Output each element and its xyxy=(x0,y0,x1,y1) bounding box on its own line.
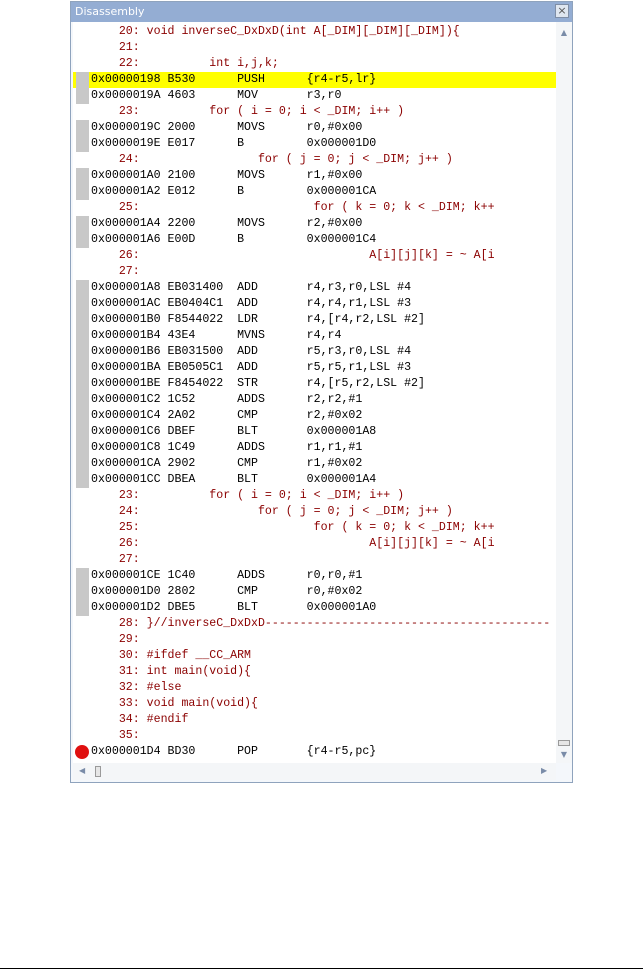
asm-line[interactable] xyxy=(73,184,556,200)
source-line-text: 21: xyxy=(91,41,140,54)
asm-line[interactable] xyxy=(73,584,556,600)
page-divider xyxy=(0,968,643,969)
source-line-text: 25: for ( k = 0; k < _DIM; k++ xyxy=(91,201,495,214)
gutter-marker[interactable] xyxy=(76,328,89,344)
asm-line[interactable] xyxy=(73,168,556,184)
gutter-marker[interactable] xyxy=(76,232,89,248)
source-line-text: 30: #ifdef __CC_ARM xyxy=(91,649,252,662)
source-line[interactable] xyxy=(73,536,556,552)
source-line[interactable] xyxy=(73,248,556,264)
asm-line[interactable] xyxy=(73,408,556,424)
source-line-text: 25: for ( k = 0; k < _DIM; k++ xyxy=(91,521,495,534)
scroll-right-arrow-icon[interactable]: ▶ xyxy=(541,766,548,775)
gutter-marker[interactable] xyxy=(76,168,89,184)
source-line[interactable] xyxy=(73,152,556,168)
asm-line-text: 0x000001D4 BD30 POP {r4-r5,pc} xyxy=(91,745,377,758)
horizontal-scrollbar[interactable] xyxy=(73,763,556,780)
source-line[interactable] xyxy=(73,488,556,504)
source-line[interactable] xyxy=(73,264,556,280)
asm-line[interactable] xyxy=(73,376,556,392)
asm-line-text: 0x000001A4 2200 MOVS r2,#0x00 xyxy=(91,217,363,230)
asm-line-text: 0x000001AC EB0404C1 ADD r4,r4,r1,LSL #3 xyxy=(91,297,412,310)
source-line-text: 23: for ( i = 0; i < _DIM; i++ ) xyxy=(91,105,405,118)
asm-line[interactable] xyxy=(73,232,556,248)
asm-line-text: 0x0000019E E017 B 0x000001D0 xyxy=(91,137,377,150)
gutter-marker[interactable] xyxy=(76,280,89,296)
asm-line[interactable] xyxy=(73,344,556,360)
gutter-marker[interactable] xyxy=(76,472,89,488)
window-title: Disassembly xyxy=(75,5,145,18)
source-line[interactable] xyxy=(73,680,556,696)
source-line-text: 26: A[i][j][k] = ~ A[i xyxy=(91,249,495,262)
asm-line[interactable] xyxy=(73,600,556,616)
source-line-text: 35: xyxy=(91,729,140,742)
asm-line-text: 0x000001A0 2100 MOVS r1,#0x00 xyxy=(91,169,363,182)
asm-line-text: 0x000001C2 1C52 ADDS r2,r2,#1 xyxy=(91,393,363,406)
gutter-marker[interactable] xyxy=(76,184,89,200)
gutter-marker[interactable] xyxy=(76,440,89,456)
source-line[interactable] xyxy=(73,520,556,536)
source-line[interactable] xyxy=(73,104,556,120)
source-line[interactable] xyxy=(73,200,556,216)
asm-line[interactable] xyxy=(73,472,556,488)
asm-line[interactable] xyxy=(73,568,556,584)
asm-line[interactable] xyxy=(73,120,556,136)
vertical-scroll-thumb[interactable] xyxy=(558,740,570,746)
asm-line[interactable] xyxy=(73,744,556,760)
gutter-marker[interactable] xyxy=(76,136,89,152)
asm-line-text: 0x000001BA EB0505C1 ADD r5,r5,r1,LSL #3 xyxy=(91,361,412,374)
asm-line[interactable] xyxy=(73,216,556,232)
asm-line-text: 0x000001D0 2802 CMP r0,#0x02 xyxy=(91,585,363,598)
disassembly-listing[interactable] xyxy=(73,22,556,763)
gutter-marker[interactable] xyxy=(76,88,89,104)
asm-line-text: 0x000001A2 E012 B 0x000001CA xyxy=(91,185,377,198)
gutter-marker[interactable] xyxy=(76,296,89,312)
source-line-text: 31: int main(void){ xyxy=(91,665,252,678)
asm-line-text: 0x000001CA 2902 CMP r1,#0x02 xyxy=(91,457,363,470)
asm-line[interactable] xyxy=(73,296,556,312)
asm-line[interactable] xyxy=(73,424,556,440)
gutter-marker[interactable] xyxy=(76,408,89,424)
disassembly-window xyxy=(70,1,573,783)
gutter-marker[interactable] xyxy=(76,424,89,440)
source-line-text: 34: #endif xyxy=(91,713,189,726)
asm-line[interactable] xyxy=(73,280,556,296)
close-icon[interactable]: × xyxy=(555,4,569,18)
scroll-down-arrow-icon[interactable]: ▼ xyxy=(560,750,568,759)
asm-line[interactable] xyxy=(73,88,556,104)
source-line[interactable] xyxy=(73,504,556,520)
gutter-marker[interactable] xyxy=(76,568,89,584)
asm-line[interactable] xyxy=(73,328,556,344)
source-line[interactable] xyxy=(73,648,556,664)
asm-line-text: 0x000001BE F8454022 STR r4,[r5,r2,LSL #2] xyxy=(91,377,425,390)
source-line-text: 27: xyxy=(91,553,140,566)
asm-line[interactable] xyxy=(73,136,556,152)
source-line-text: 27: xyxy=(91,265,140,278)
gutter-marker[interactable] xyxy=(76,584,89,600)
asm-line[interactable] xyxy=(73,456,556,472)
gutter-marker[interactable] xyxy=(76,456,89,472)
source-line[interactable] xyxy=(73,632,556,648)
gutter-marker[interactable] xyxy=(76,376,89,392)
source-line-text: 28: }//inverseC_DxDxD----------------------------------------- xyxy=(91,617,551,630)
source-line-text: 24: for ( j = 0; j < _DIM; j++ ) xyxy=(91,505,453,518)
asm-line[interactable] xyxy=(73,392,556,408)
asm-line[interactable] xyxy=(73,312,556,328)
scroll-left-arrow-icon[interactable]: ◀ xyxy=(79,766,86,775)
source-line-text: 23: for ( i = 0; i < _DIM; i++ ) xyxy=(91,489,405,502)
asm-line[interactable] xyxy=(73,72,556,88)
asm-line[interactable] xyxy=(73,360,556,376)
source-line-text: 24: for ( j = 0; j < _DIM; j++ ) xyxy=(91,153,453,166)
source-line-text: 20: void inverseC_DxDxD(int A[_DIM][_DIM][_DIM]){ xyxy=(91,25,460,38)
source-line-text: 22: int i,j,k; xyxy=(91,57,279,70)
gutter-marker[interactable] xyxy=(76,344,89,360)
asm-line-text: 0x000001CE 1C40 ADDS r0,r0,#1 xyxy=(91,569,363,582)
horizontal-scroll-thumb[interactable] xyxy=(95,766,101,777)
gutter-marker[interactable] xyxy=(76,392,89,408)
asm-line-text: 0x000001A8 EB031400 ADD r4,r3,r0,LSL #4 xyxy=(91,281,412,294)
asm-line-text: 0x000001D2 DBE5 BLT 0x000001A0 xyxy=(91,601,377,614)
source-line[interactable] xyxy=(73,24,556,40)
asm-line-text: 0x000001C4 2A02 CMP r2,#0x02 xyxy=(91,409,363,422)
source-line-text: 33: void main(void){ xyxy=(91,697,258,710)
gutter-marker[interactable] xyxy=(76,72,89,88)
source-line[interactable] xyxy=(73,696,556,712)
source-line[interactable] xyxy=(73,552,556,568)
title-bar[interactable] xyxy=(71,2,572,22)
source-line[interactable] xyxy=(73,728,556,744)
asm-line[interactable] xyxy=(73,440,556,456)
source-line-text: 29: xyxy=(91,633,140,646)
source-line-text: 26: A[i][j][k] = ~ A[i xyxy=(91,537,495,550)
gutter-marker[interactable] xyxy=(76,312,89,328)
asm-line-text: 0x000001CC DBEA BLT 0x000001A4 xyxy=(91,473,377,486)
source-line[interactable] xyxy=(73,664,556,680)
asm-line-text: 0x0000019C 2000 MOVS r0,#0x00 xyxy=(91,121,363,134)
scroll-up-arrow-icon[interactable]: ▲ xyxy=(560,28,568,37)
asm-line-text: 0x000001B6 EB031500 ADD r5,r3,r0,LSL #4 xyxy=(91,345,412,358)
gutter-marker[interactable] xyxy=(76,600,89,616)
gutter-marker[interactable] xyxy=(76,120,89,136)
asm-line-text: 0x000001C8 1C49 ADDS r1,r1,#1 xyxy=(91,441,363,454)
source-line[interactable] xyxy=(73,616,556,632)
source-line[interactable] xyxy=(73,56,556,72)
gutter-marker[interactable] xyxy=(76,360,89,376)
source-line[interactable] xyxy=(73,712,556,728)
asm-line-text: 0x00000198 B530 PUSH {r4-r5,lr} xyxy=(91,73,377,86)
gutter-marker[interactable] xyxy=(76,216,89,232)
asm-line-text: 0x000001C6 DBEF BLT 0x000001A8 xyxy=(91,425,377,438)
asm-line-text: 0x000001A6 E00D B 0x000001C4 xyxy=(91,233,377,246)
source-line-text: 32: #else xyxy=(91,681,182,694)
asm-line-text: 0x000001B0 F8544022 LDR r4,[r4,r2,LSL #2] xyxy=(91,313,425,326)
source-line[interactable] xyxy=(73,40,556,56)
asm-line-text: 0x000001B4 43E4 MVNS r4,r4 xyxy=(91,329,342,342)
vertical-scrollbar[interactable] xyxy=(556,22,572,763)
asm-line-text: 0x0000019A 4603 MOV r3,r0 xyxy=(91,89,342,102)
breakpoint-icon[interactable] xyxy=(75,745,89,759)
